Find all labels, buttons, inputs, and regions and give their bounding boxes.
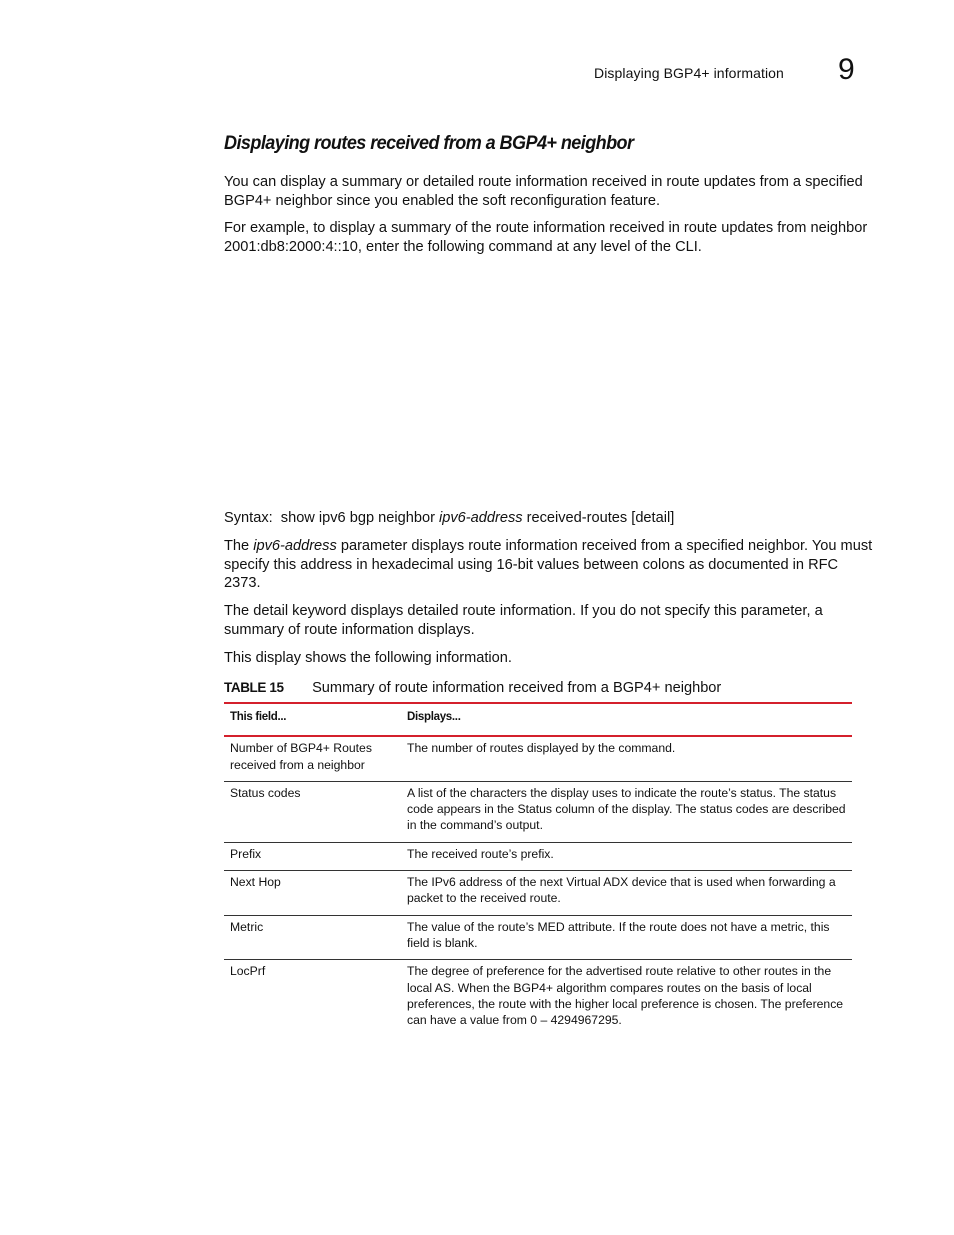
table-header-displays: Displays...	[401, 703, 852, 736]
intro-paragraph: You can display a summary or detailed route information received in route updates from a specified BGP4+ neighbor since you enabled the soft reconfiguration feature.	[224, 174, 863, 209]
table-cell-field: Number of BGP4+ Routes received from a neighbor	[224, 736, 401, 781]
table-cell-field: LocPrf	[230, 964, 266, 979]
param-desc-post: parameter displays route information received from a specified neighbor. You must specify this address in hexadecimal using 16-bit values between colons as documented in RFC 2373.	[224, 538, 873, 591]
table-caption	[224, 680, 721, 696]
syntax-label: Syntax:	[224, 510, 273, 526]
table-row	[224, 736, 852, 781]
table-header-field: This field...	[224, 703, 401, 736]
display-note: This display shows the following information.	[224, 650, 512, 666]
table-cell-desc: The value of the route’s MED attribute. If the route does not have a metric, this field is blank.	[401, 915, 852, 960]
syntax-line	[224, 509, 874, 528]
section-heading: Displaying routes received from a BGP4+ neighbor	[224, 133, 634, 154]
table-row	[224, 871, 852, 916]
table-cell-field: Prefix	[224, 842, 401, 870]
table-row	[224, 842, 852, 870]
table-row	[224, 915, 852, 960]
table-cell-field: Next Hop	[224, 871, 401, 916]
table-number: TABLE 15	[224, 680, 284, 695]
table-row	[224, 960, 852, 1037]
detail-desc-keyword: detail	[253, 603, 289, 619]
table-cell-field: Status codes	[224, 781, 401, 842]
detail-desc-pre: The	[224, 603, 250, 619]
table-header-row	[224, 703, 852, 736]
table-caption-text: Summary of route information received from a BGP4+ neighbor	[312, 680, 722, 696]
table-cell-desc: The number of routes displayed by the command.	[401, 736, 852, 781]
table-cell-field: Metric	[224, 915, 401, 960]
chapter-number: 9	[838, 53, 855, 86]
table-row	[224, 781, 852, 842]
syntax-param: ipv6-address	[439, 510, 523, 526]
info-table	[224, 702, 852, 1036]
example-paragraph: For example, to display a summary of the route information received in route updates from neighbor 2001:db8:2000:4::10, enter the following command at any level of the CLI.	[224, 220, 868, 255]
table-cell-desc: The received route’s prefix.	[401, 842, 852, 870]
detail-description	[224, 602, 874, 639]
param-description	[224, 537, 874, 593]
table-cell-desc: The IPv6 address of the next Virtual ADX device that is used when forwarding a packet to the received route.	[401, 871, 852, 916]
running-header-title: Displaying BGP4+ information	[594, 65, 784, 81]
syntax-command: show ipv6 bgp neighbor	[280, 510, 435, 526]
detail-desc-post: keyword displays detailed route information. If you do not specify this parameter, a summary of route information displays.	[224, 603, 823, 638]
param-desc-param: ipv6-address	[253, 538, 337, 554]
param-desc-pre: The	[224, 538, 250, 554]
table-cell-desc: A list of the characters the display uses to indicate the route’s status. The status code appears in the Status column of the display. The status codes are described in the command’s output.	[401, 781, 852, 842]
syntax-tail: received-routes [detail]	[526, 510, 675, 526]
table-cell-desc: The degree of preference for the advertised route relative to other routes in the local AS. When the BGP4+ algorithm compares routes on the basis of local preferences, the route with the higher local preference is chosen. The preference can have a value from 0 – 4294967295.	[407, 964, 844, 1028]
